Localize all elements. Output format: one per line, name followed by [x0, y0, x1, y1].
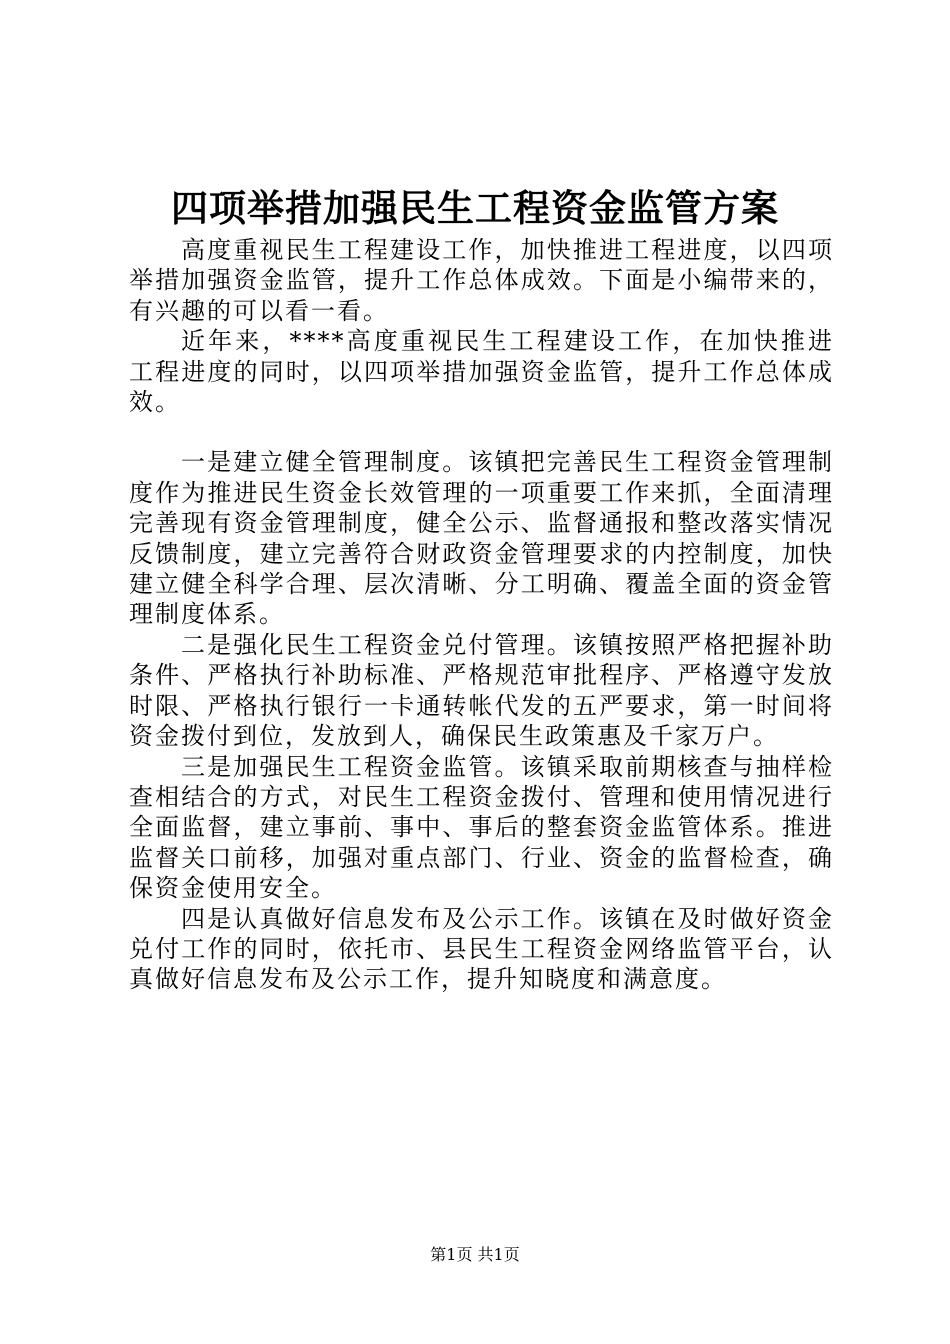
paragraph-measure-3: 三是加强民生工程资金监管。该镇采取前期核查与抽样检查相结合的方式，对民生工程资金拨付、管理和使用情况进行全面监督，建立事前、事中、事后的整套资金监管体系。推进监督关口前移，加强对重点部门、行业、资金的监督检查，确保资金使用安全。 — [129, 752, 834, 903]
document-body — [129, 235, 834, 995]
paragraph-background: 近年来，****高度重视民生工程建设工作，在加快推进工程进度的同时，以四项举措加强资金监管，提升工作总体成效。 — [129, 327, 834, 417]
paragraph-intro: 高度重视民生工程建设工作，加快推进工程进度，以四项举措加强资金监管，提升工作总体成效。下面是小编带来的，有兴趣的可以看一看。 — [129, 236, 834, 325]
paragraph-measure-4: 四是认真做好信息发布及公示工作。该镇在及时做好资金兑付工作的同时，依托市、县民生工程资金网络监管平台，认真做好信息发布及公示工作，提升知晓度和满意度。 — [129, 904, 834, 994]
document-title: 四项举措加强民生工程资金监管方案 — [171, 186, 779, 230]
page-footer: 第1页 共1页 — [430, 1245, 520, 1264]
paragraph-measure-2: 二是强化民生工程资金兑付管理。该镇按照严格把握补助条件、严格执行补助标准、严格规范审批程序、严格遵守发放时限、严格执行银行一卡通转帐代发的五严要求，第一时间将资金拨付到位，发放到人，确保民生政策惠及千家万户。 — [129, 630, 834, 751]
paragraph-measure-1: 一是建立健全管理制度。该镇把完善民生工程资金管理制度作为推进民生资金长效管理的一项重要工作来抓，全面清理完善现有资金管理制度，健全公示、监督通报和整改落实情况反馈制度，建立完善符合财政资金管理要求的内控制度，加快建立健全科学合理、层次清晰、分工明确、覆盖全面的资金管理制度体系。 — [129, 448, 834, 629]
